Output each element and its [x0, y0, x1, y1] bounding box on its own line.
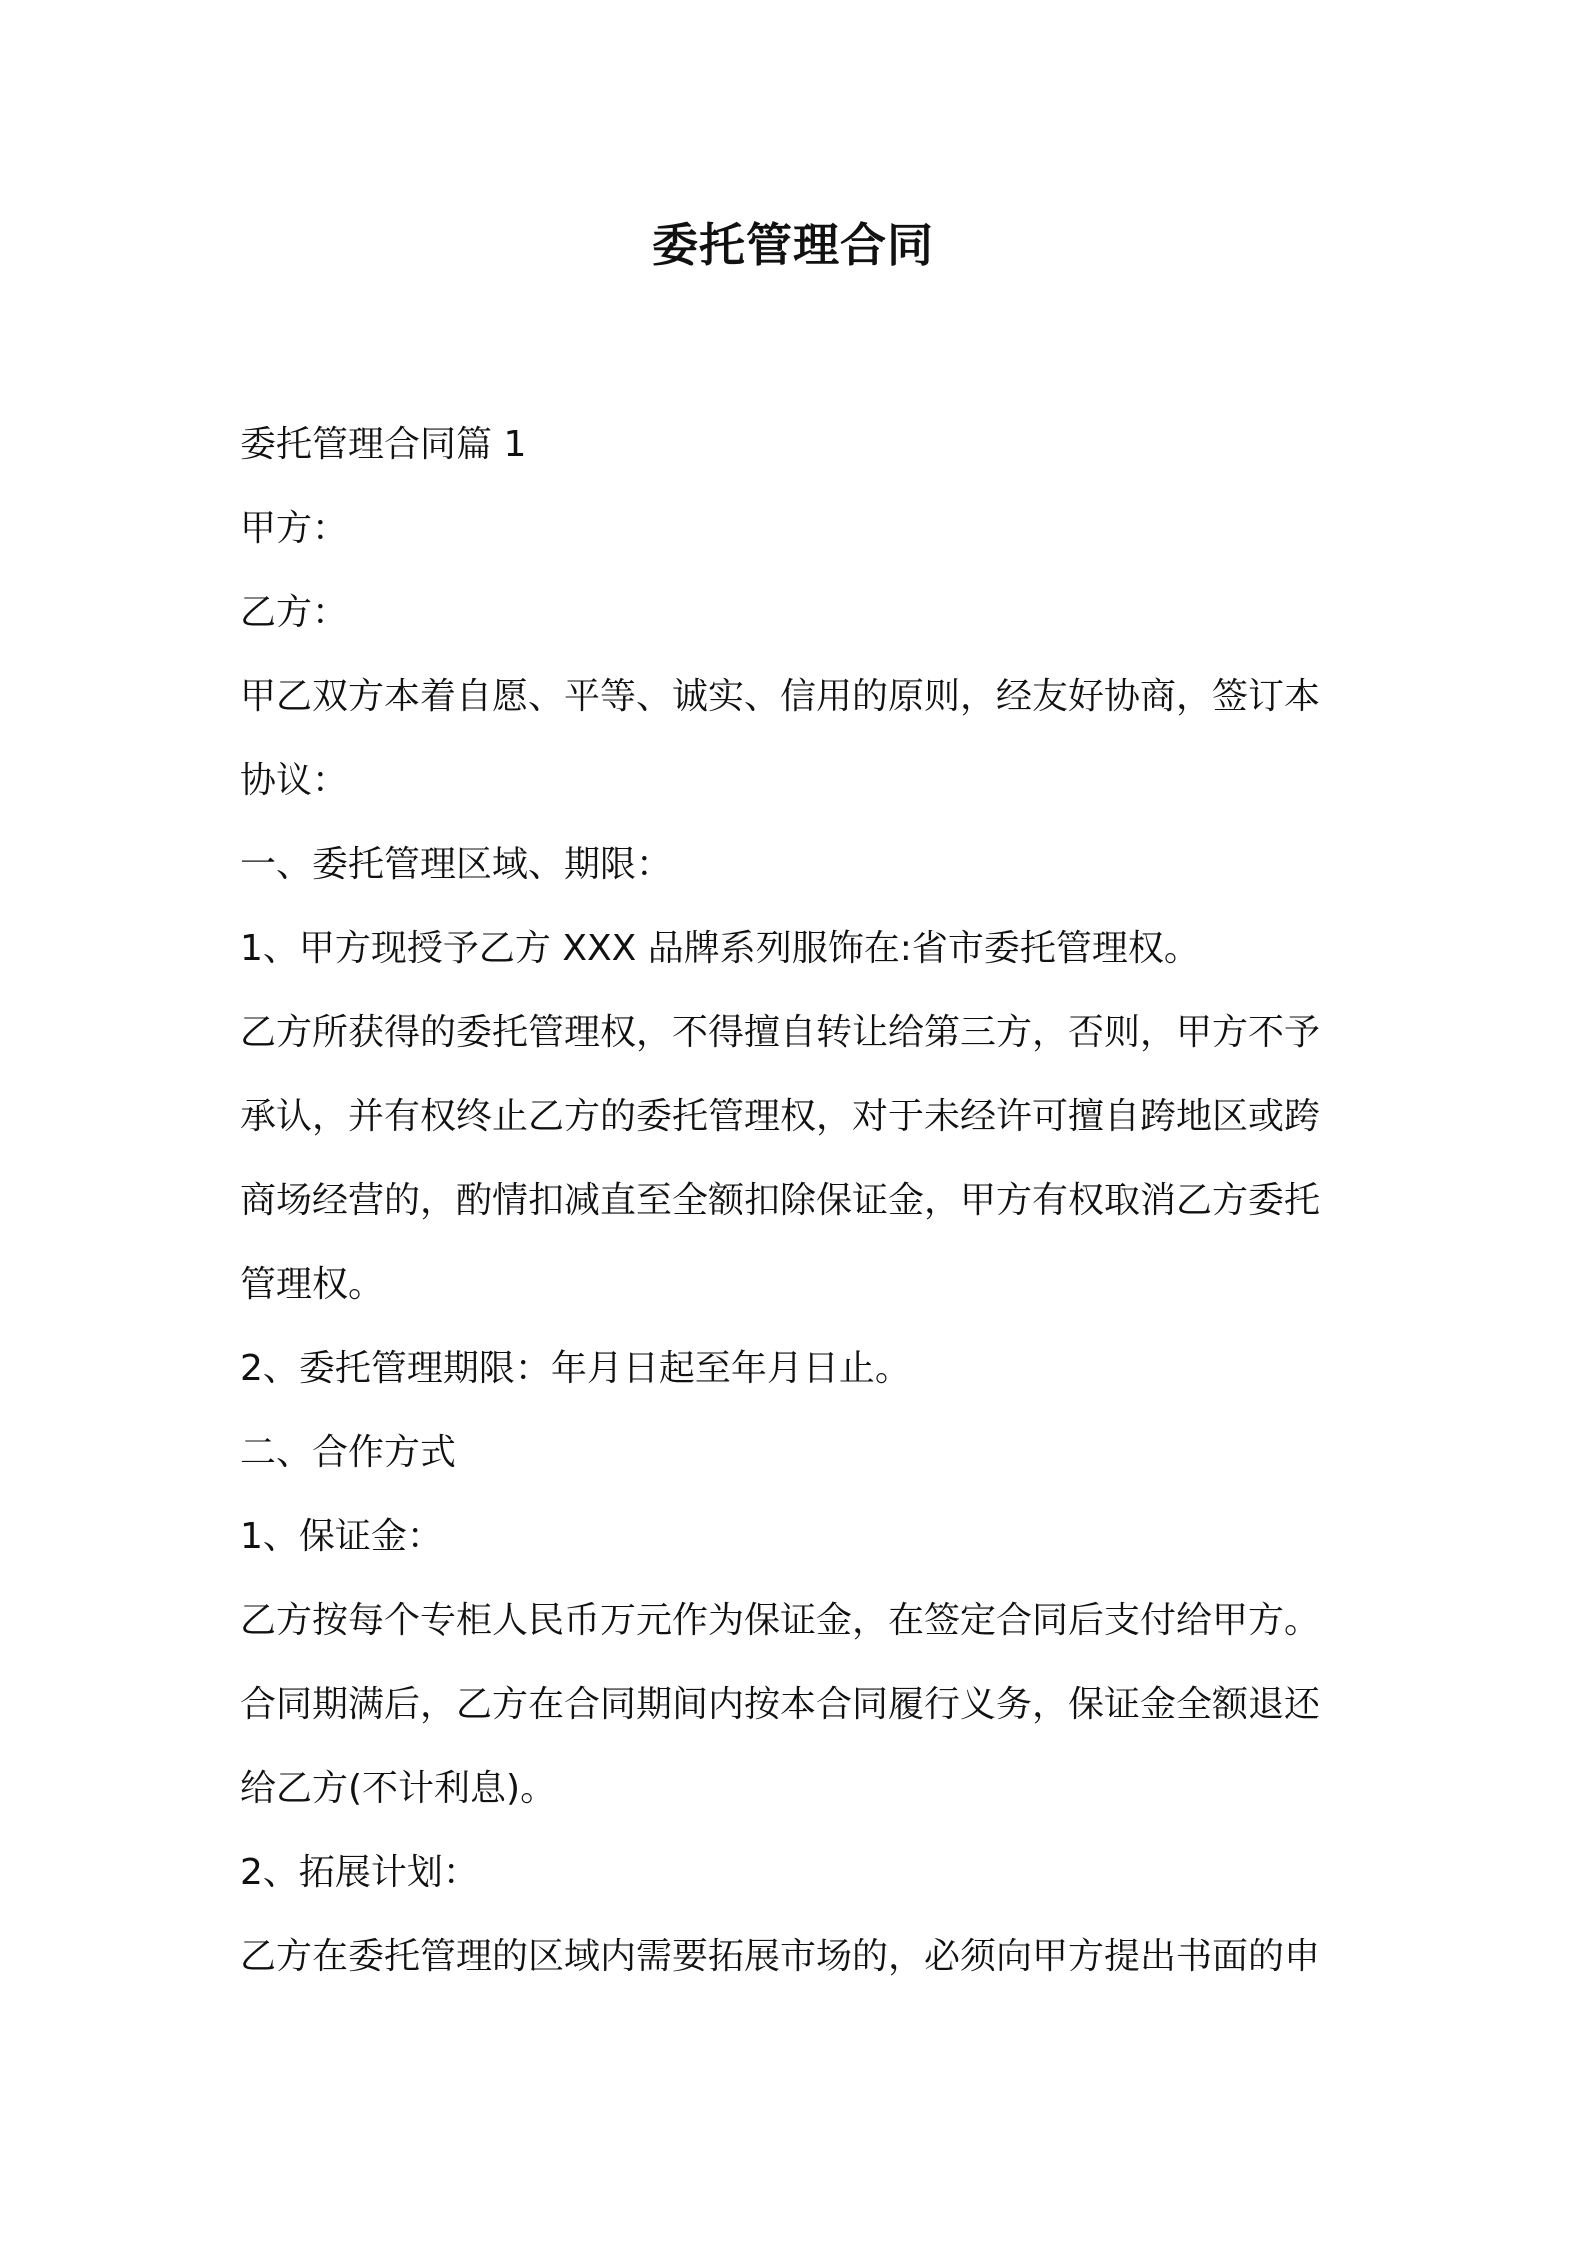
clause-item: 2、委托管理期限：年月日起至年月日止。 — [240, 1348, 911, 1389]
paragraph-line: 管理权。 — [240, 1264, 385, 1305]
paragraph-line: 协议： — [240, 760, 349, 801]
paragraph-line: 甲乙双方本着自愿、平等、诚实、信用的原则，经友好协商，签订本 — [240, 676, 1321, 717]
section-heading: 委托管理合同篇 1 — [240, 424, 527, 465]
paragraph-line: 承认，并有权终止乙方的委托管理权，对于未经许可擅自跨地区或跨 — [240, 1096, 1321, 1137]
paragraph-line: 给乙方(不计利息)。 — [240, 1768, 557, 1809]
paragraph-line: 乙方所获得的委托管理权，不得擅自转让给第三方，否则，甲方不予 — [240, 1012, 1321, 1053]
clause-item: 2、拓展计划： — [240, 1852, 479, 1893]
paragraph-line: 合同期满后，乙方在合同期间内按本合同履行义务，保证金全额退还 — [240, 1684, 1321, 1725]
party-b-line: 乙方： — [240, 592, 349, 633]
document-body — [240, 403, 1360, 1999]
document-title: 委托管理合同 — [652, 218, 934, 272]
paragraph-line: 乙方按每个专柜人民币万元作为保证金，在签定合同后支付给甲方。 — [240, 1600, 1321, 1641]
paragraph-line: 乙方在委托管理的区域内需要拓展市场的，必须向甲方提出书面的申 — [240, 1936, 1321, 1977]
party-a-line: 甲方： — [240, 508, 349, 549]
clause-item: 1、保证金： — [240, 1516, 443, 1557]
paragraph-line: 商场经营的，酌情扣减直至全额扣除保证金，甲方有权取消乙方委托 — [240, 1180, 1321, 1221]
clause-heading: 一、委托管理区域、期限： — [240, 844, 673, 885]
clause-heading: 二、合作方式 — [240, 1432, 457, 1473]
clause-item: 1、甲方现授予乙方 XXX 品牌系列服饰在:省市委托管理权。 — [240, 928, 1200, 969]
